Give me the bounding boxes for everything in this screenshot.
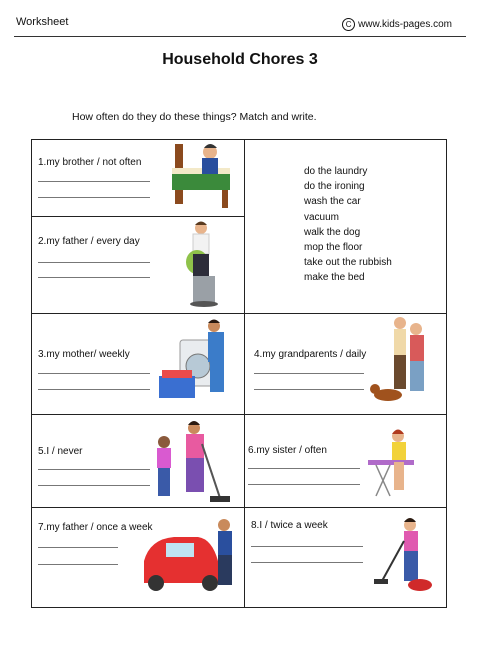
prompt-2: 2.my father / every day — [38, 236, 140, 247]
answer-line[interactable] — [38, 262, 150, 263]
word-bank-item: take out the rubbish — [304, 257, 392, 269]
word-bank — [304, 164, 392, 286]
answer-line[interactable] — [251, 546, 363, 547]
prompt-4: 4.my grandparents / daily — [254, 349, 367, 360]
child-vacuuming-illustration — [370, 515, 440, 595]
word-bank-item: do the ironing — [304, 181, 365, 193]
man-taking-out-rubbish-illustration — [177, 218, 237, 310]
answer-line[interactable] — [38, 389, 150, 390]
exercise-cell-7 — [32, 507, 244, 608]
exercise-cell-3 — [32, 313, 244, 414]
answer-line[interactable] — [38, 181, 150, 182]
answer-line[interactable] — [38, 564, 118, 565]
answer-line[interactable] — [254, 373, 364, 374]
page-title: Household Chores 3 — [162, 51, 318, 68]
worksheet-label: Worksheet — [16, 16, 69, 28]
answer-line[interactable] — [38, 547, 118, 548]
answer-line[interactable] — [38, 197, 150, 198]
answer-line[interactable] — [38, 373, 150, 374]
word-bank-item: wash the car — [304, 196, 361, 208]
word-bank-item: do the laundry — [304, 166, 368, 177]
exercise-cell-6 — [244, 414, 447, 507]
word-bank-item: make the bed — [304, 272, 365, 284]
word-bank-item: vacuum — [304, 211, 340, 223]
prompt-6: 6.my sister / often — [248, 445, 327, 456]
exercise-grid — [31, 139, 447, 608]
exercise-cell-1 — [32, 140, 244, 216]
exercise-cell-4 — [244, 313, 447, 414]
boy-making-bed-illustration — [172, 142, 232, 212]
man-washing-car-illustration — [140, 513, 240, 595]
grandparents-walking-dog-illustration — [370, 315, 440, 410]
prompt-7: 7.my father / once a week — [38, 522, 153, 533]
woman-doing-laundry-illustration — [154, 318, 244, 408]
answer-line[interactable] — [38, 277, 150, 278]
header-divider — [14, 36, 466, 37]
prompt-1: 1.my brother / not often — [38, 157, 142, 168]
answer-line[interactable] — [248, 484, 360, 485]
people-mopping-floor-illustration — [150, 418, 240, 506]
site-url[interactable]: www.kids-pages.com — [358, 19, 452, 30]
prompt-3: 3.my mother/ weekly — [38, 349, 130, 360]
prompt-5: 5.I / never — [38, 446, 83, 457]
exercise-cell-2 — [32, 216, 244, 313]
word-bank-item: mop the floor — [304, 242, 363, 254]
site-credit[interactable] — [342, 18, 452, 31]
prompt-8: 8.I / twice a week — [251, 520, 328, 531]
exercise-cell-5 — [32, 414, 244, 507]
answer-line[interactable] — [248, 468, 360, 469]
instructions: How often do they do these things? Match and write. — [72, 111, 317, 123]
girl-ironing-illustration — [366, 426, 426, 506]
word-bank-item: walk the dog — [304, 226, 361, 238]
copyright-icon: C — [342, 18, 355, 31]
answer-line[interactable] — [38, 469, 150, 470]
answer-line[interactable] — [38, 485, 150, 486]
exercise-cell-8 — [244, 507, 447, 608]
answer-line[interactable] — [254, 389, 364, 390]
answer-line[interactable] — [251, 562, 363, 563]
